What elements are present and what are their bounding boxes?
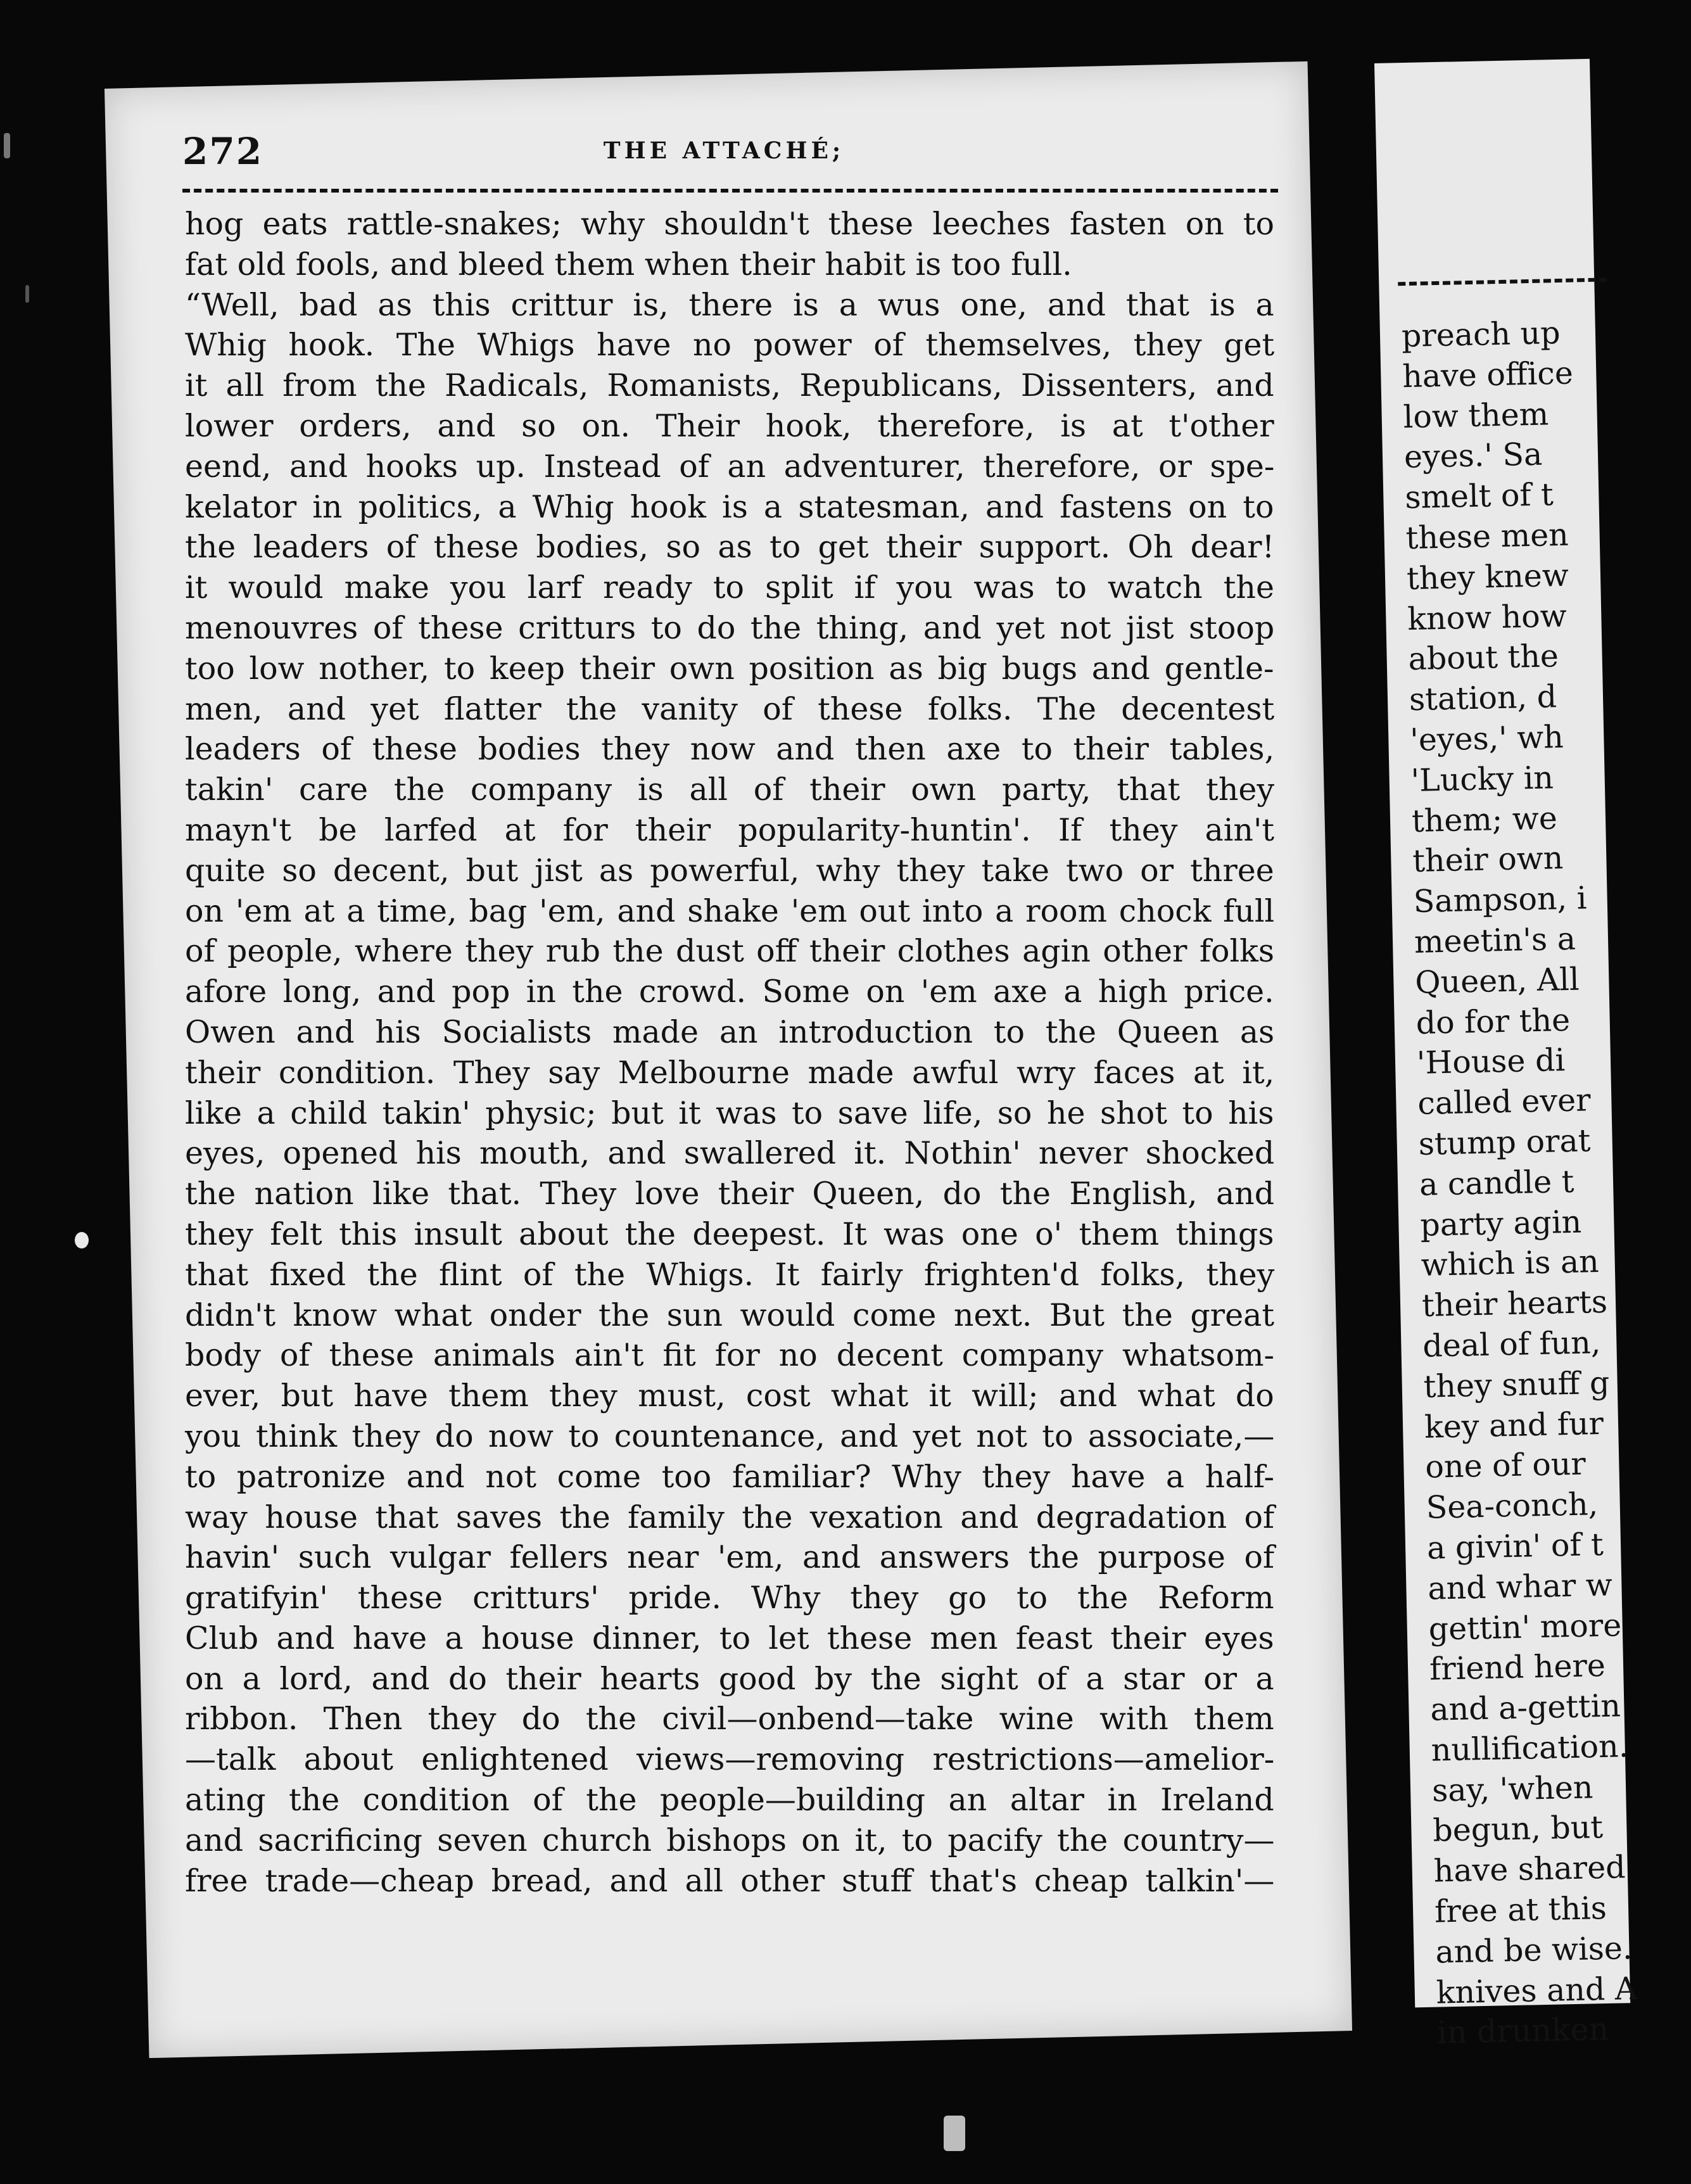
text-line: hog eats rattle-snakes; why shouldn't these leeches fasten on to (185, 206, 1275, 242)
right-text-line: low them (1403, 395, 1549, 435)
text-line: didn't know what onder the sun would come next. But the great (185, 1297, 1275, 1333)
right-text-line: 'House di (1416, 1042, 1566, 1082)
right-text-line: which is an (1421, 1243, 1600, 1284)
right-text-line: do for the (1416, 1001, 1571, 1041)
text-line: Whig hook. The Whigs have no power of themselves, they get (185, 327, 1275, 364)
dust-speck (75, 1232, 89, 1248)
text-line: and sacrificing seven church bishops on it, to pacify the country— (185, 1822, 1275, 1858)
text-line: kelator in politics, a Whig hook is a statesman, and fastens on to (185, 488, 1274, 525)
right-text-line: they snuff g (1423, 1364, 1610, 1405)
right-text-line: begun, but (1432, 1809, 1604, 1850)
text-line: free trade—cheap bread, and all other stuff that's cheap talkin'— (185, 1862, 1275, 1899)
right-text-line: one of our (1424, 1445, 1586, 1486)
text-line: it all from the Radicals, Romanists, Republicans, Dissenters, and (185, 367, 1274, 404)
text-line: that fixed the flint of the Whigs. It fairly frighten'd folks, they (185, 1256, 1275, 1293)
right-text-line: they knew (1406, 557, 1569, 597)
running-head: THE ATTACHÉ; (603, 137, 845, 164)
text-line: Owen and his Socialists made an introduction to the Queen as (185, 1013, 1275, 1050)
right-header-rule (1398, 277, 1607, 286)
text-line: leaders of these bodies they now and then axe to their tables, (185, 731, 1275, 768)
text-line: takin' care the company is all of their own party, that they (185, 771, 1275, 808)
right-text-line: and a-gettin (1429, 1687, 1621, 1728)
right-text-line: Queen, All (1414, 961, 1580, 1001)
text-line: “Well, bad as this crittur is, there is a wus one, and that is a (185, 286, 1274, 323)
text-line: afore long, and pop in the crowd. Some on 'em axe a high price. (185, 974, 1274, 1010)
right-text-line: key and fur (1424, 1405, 1604, 1445)
right-text-line: called ever (1417, 1082, 1591, 1122)
text-line: too low nother, to keep their own position as big bugs and gentle- (185, 650, 1274, 687)
right-text-line: know how (1407, 597, 1568, 637)
right-text-line: friend here (1429, 1648, 1606, 1688)
text-line: fat old fools, and bleed them when their habit is too full. (185, 246, 1072, 283)
right-page-text (1401, 311, 1690, 2054)
dust-speck (25, 285, 29, 303)
right-text-line: in drunken (1436, 2011, 1609, 2052)
right-text-line: their own (1412, 840, 1564, 880)
right-text-line: a givin' of t (1426, 1526, 1604, 1566)
right-text-line: smelt of t (1404, 476, 1554, 516)
right-text-line: preach up (1401, 314, 1561, 355)
text-line: lower orders, and so on. Their hook, therefore, is at t'other (185, 407, 1274, 444)
body-text (185, 204, 1274, 1901)
text-line: quite so decent, but jist as powerful, why they take two or three (185, 852, 1274, 889)
right-text-line: about the (1408, 638, 1559, 678)
text-line: eyes, opened his mouth, and swallered it. Nothin' never shocked (185, 1135, 1275, 1172)
text-line: menouvres of these critturs to do the thing, and yet not jist stoop (185, 609, 1275, 646)
text-line: ribbon. Then they do the civil—onbend—take wine with them (185, 1701, 1274, 1737)
right-text-line: and whar w (1427, 1566, 1613, 1607)
right-page (1374, 59, 1638, 2052)
text-line: you think they do now to countenance, and yet not to associate,— (185, 1418, 1275, 1454)
page-number: 272 (182, 130, 263, 173)
right-text-line: deal of fun, (1422, 1324, 1601, 1364)
right-text-line: their hearts (1421, 1283, 1608, 1324)
right-text-line: free at this (1434, 1890, 1607, 1930)
text-line: on 'em at a time, bag 'em, and shake 'em out into a room chock full (185, 892, 1275, 929)
right-text-line: meetin's a (1414, 920, 1576, 960)
text-line: the nation like that. They love their Queen, do the English, and (185, 1176, 1275, 1212)
text-line: men, and yet flatter the vanity of these folks. The decentest (185, 690, 1275, 727)
text-line: ever, but have them they must, cost what it will; and what do (185, 1378, 1274, 1414)
text-line: their condition. They say Melbourne made awful wry faces at it, (185, 1054, 1275, 1091)
text-line: way house that saves the family the vexation and degradation of (185, 1499, 1275, 1535)
right-text-line: gettin' more (1428, 1606, 1622, 1648)
dust-speck (4, 133, 10, 158)
text-line: to patronize and not come too familiar? Why they have a half- (185, 1458, 1275, 1495)
text-line: mayn't be larfed at for their popularity-huntin'. If they ain't (185, 811, 1275, 848)
text-line: —talk about enlightened views—removing restrictions—amelior- (185, 1741, 1275, 1778)
right-text-line: have shared (1433, 1849, 1626, 1889)
page-header (182, 130, 1265, 181)
right-text-line: party agin (1419, 1203, 1582, 1243)
text-line: eend, and hooks up. Instead of an adventurer, therefore, or spe- (185, 448, 1275, 485)
text-line: of people, where they rub the dust off their clothes agin other folks (185, 933, 1275, 970)
right-text-line: have office (1402, 355, 1574, 395)
text-line: on a lord, and do their hearts good by the sight of a star or a (185, 1660, 1274, 1697)
dust-speck (944, 2116, 965, 2151)
right-text-line: 'Lucky in (1410, 759, 1554, 799)
text-line: Club and have a house dinner, to let these men feast their eyes (185, 1620, 1274, 1656)
text-line: body of these animals ain't fit for no decent company whatsom- (185, 1337, 1275, 1374)
right-text-line: knives and A (1436, 1970, 1638, 2011)
text-line: like a child takin' physic; but it was to save life, so he shot to his (185, 1095, 1274, 1131)
text-line: havin' such vulgar fellers near 'em, and answers the purpose of (185, 1539, 1275, 1576)
right-text-line: say, 'when (1431, 1769, 1593, 1809)
right-text-line: and be wise. (1434, 1930, 1633, 1971)
text-line: the leaders of these bodies, so as to get their support. Oh dear! (185, 529, 1275, 566)
right-text-line: nullification. (1431, 1728, 1629, 1768)
text-line: it would make you larf ready to split if you was to watch the (185, 569, 1274, 606)
right-text-line: eyes.' Sa (1403, 436, 1543, 476)
header-rule (182, 189, 1278, 193)
right-text-line: station, d (1409, 678, 1557, 718)
right-text-line: these men (1405, 516, 1569, 557)
text-line: gratifyin' these critturs' pride. Why they go to the Reform (185, 1580, 1274, 1616)
right-text-line: a candle t (1419, 1163, 1574, 1203)
right-text-line: 'eyes,' wh (1409, 718, 1564, 759)
text-line: they felt this insult about the deepest. It was one o' them things (185, 1216, 1274, 1252)
text-line: ating the condition of the people—building an altar in Ireland (185, 1782, 1274, 1819)
right-text-line: them; we (1411, 799, 1558, 839)
right-text-line: stump orat (1418, 1122, 1591, 1162)
right-text-line: Sea-conch, (1426, 1486, 1599, 1526)
right-text-line: Sampson, i (1413, 880, 1587, 920)
